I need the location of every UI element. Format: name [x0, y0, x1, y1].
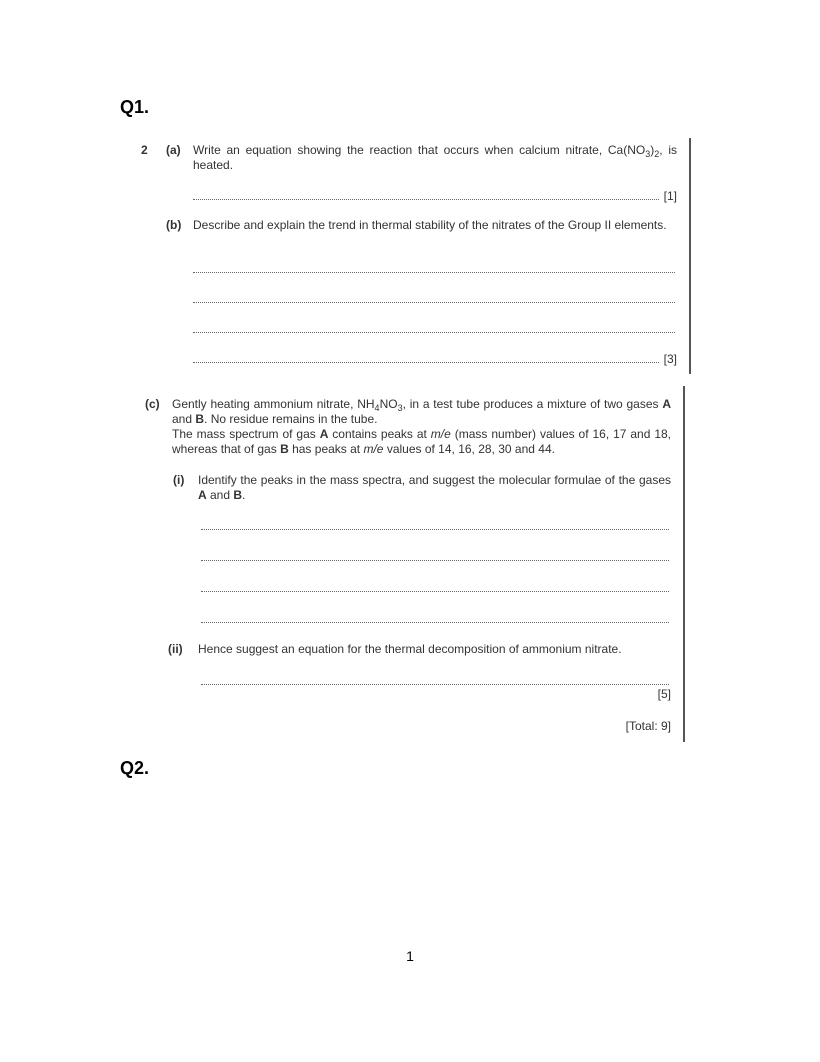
answer-line[interactable]	[193, 362, 659, 363]
margin-rule	[683, 386, 685, 742]
part-c-mark: [5]	[657, 687, 671, 701]
part-c-label: (c)	[145, 397, 160, 411]
answer-line[interactable]	[201, 591, 669, 592]
total-mark: [Total: 9]	[625, 719, 671, 733]
q1-heading: Q1.	[120, 97, 150, 117]
question-number: 2	[141, 143, 148, 157]
answer-line[interactable]	[201, 684, 669, 685]
part-c-ii-question: Hence suggest an equation for the thermal decomposition of ammonium nitrate.	[198, 642, 622, 656]
answer-line[interactable]	[193, 199, 659, 200]
answer-line[interactable]	[201, 622, 669, 623]
part-b-question: Describe and explain the trend in thermal stability of the nitrates of the Group II elements.	[193, 218, 667, 232]
margin-rule	[689, 138, 691, 374]
answer-line[interactable]	[193, 302, 675, 303]
answer-line[interactable]	[193, 332, 675, 333]
part-b-mark: [3]	[663, 352, 677, 366]
part-a-label: (a)	[166, 143, 181, 157]
answer-line[interactable]	[201, 529, 669, 530]
page-number: 1	[406, 948, 414, 964]
part-c-i-label: (i)	[173, 473, 185, 487]
part-a-mark: [1]	[663, 189, 677, 203]
part-c-ii-label: (ii)	[168, 642, 183, 656]
part-c-i-question: Identify the peaks in the mass spectra, and suggest the molecular formulae of the gases A and B.	[198, 473, 671, 502]
q2-heading: Q2.	[120, 758, 150, 778]
part-a-question: Write an equation showing the reaction that occurs when calcium nitrate, $Ca(NO_3)_2$, is heated.	[193, 143, 677, 172]
answer-line[interactable]	[201, 560, 669, 561]
part-c-intro: Gently heating ammonium nitrate, $NH_4NO_3$, in a test tube produces a mixture of two gases A and B. No residue remains in the tube. The mass spectrum of gas A contains peaks at m/e (mass number) values of 16, 17 and 18, whereas that of gas B has peaks at m/e values of 14, 16, 28, 30 and 44.	[172, 397, 671, 456]
part-b-label: (b)	[166, 218, 182, 232]
answer-line[interactable]	[193, 272, 675, 273]
